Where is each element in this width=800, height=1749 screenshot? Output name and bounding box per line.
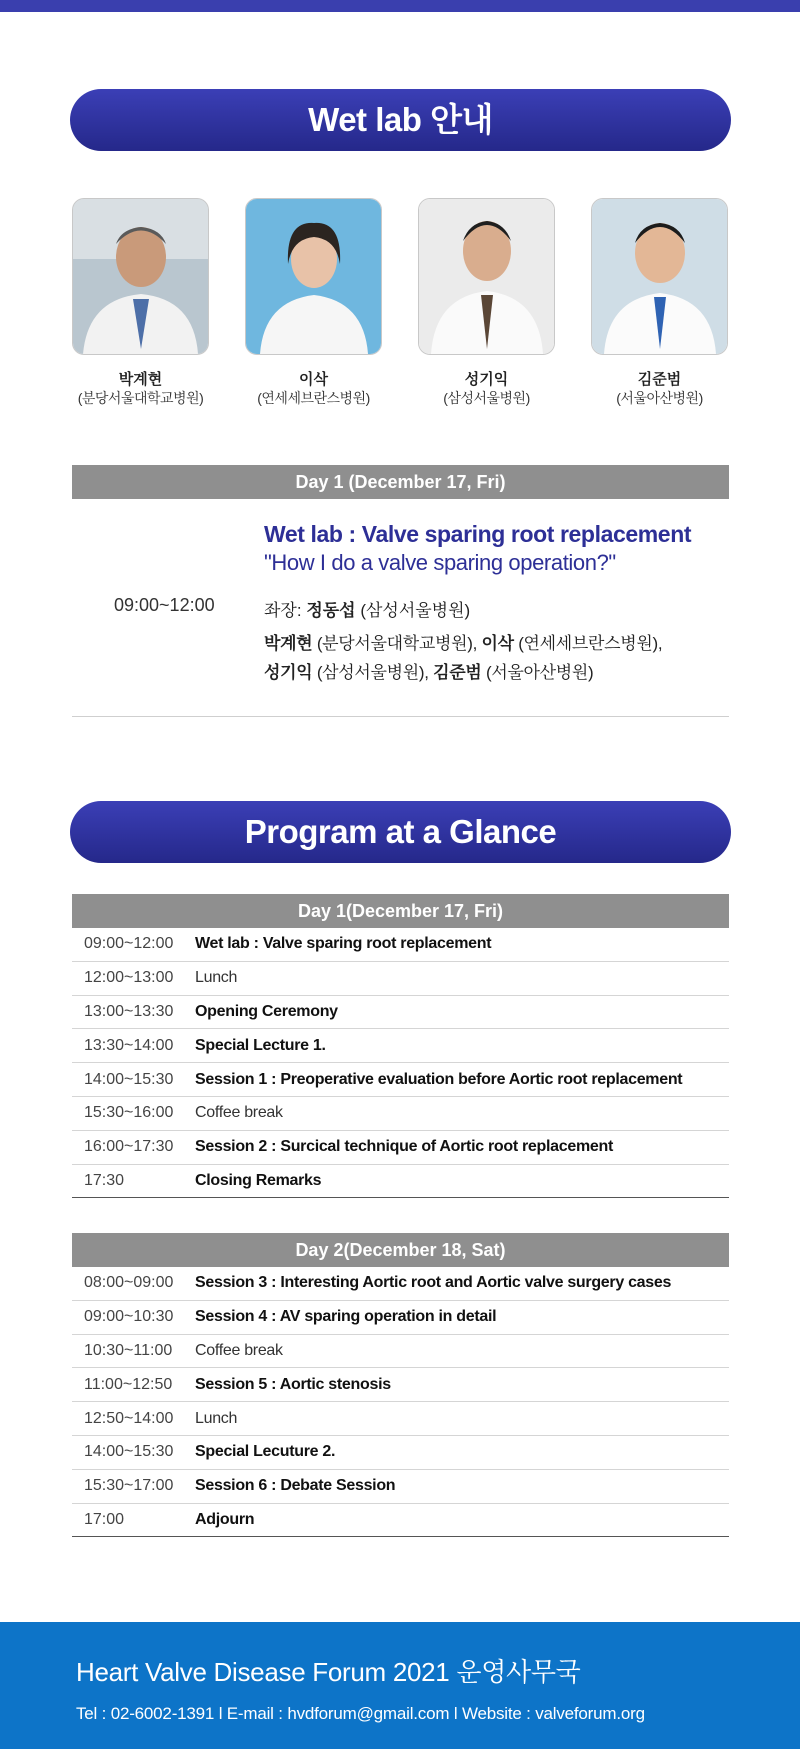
speaker-photo [245, 198, 382, 355]
row-time: 13:00~13:30 [84, 1002, 174, 1020]
row-time: 11:00~12:50 [84, 1375, 173, 1393]
row-title: Session 2 : Surcical technique of Aortic root replacement [195, 1138, 613, 1156]
row-title: Lunch [195, 1409, 238, 1427]
speaker-affiliation: (연세세브란스병원) [257, 390, 370, 406]
row-time: 14:00~15:30 [84, 1070, 174, 1088]
speaker-photo [72, 198, 209, 355]
table-row [72, 1368, 729, 1402]
row-title: Session 3 : Interesting Aortic root and Aortic valve surgery cases [195, 1274, 672, 1292]
speaker-card [72, 198, 209, 407]
panel-affiliation: (분당서울대학교병원), [316, 634, 478, 653]
row-title: Opening Ceremony [195, 1002, 338, 1020]
day1-header: Day 1(December 17, Fri) [72, 894, 729, 928]
table-row [72, 1267, 729, 1301]
wetlab-subtitle: "How I do a valve sparing operation?" [264, 550, 616, 575]
chair-affiliation: (삼성서울병원) [360, 601, 471, 620]
table-row [72, 1097, 729, 1131]
panel-name: 김준범 [433, 663, 482, 682]
row-time: 17:30 [84, 1171, 125, 1189]
wetlab-title: Wet lab : Valve sparing root replacement [264, 521, 692, 547]
speaker-card [418, 198, 555, 407]
row-time: 15:30~17:00 [84, 1477, 174, 1495]
row-time: 08:00~09:00 [84, 1274, 174, 1292]
row-title: Coffee break [195, 1104, 283, 1122]
row-title: Session 6 : Debate Session [195, 1477, 396, 1495]
wetlab-panel [264, 629, 724, 687]
speaker-list [0, 198, 800, 418]
row-time: 09:00~12:00 [84, 935, 174, 953]
table-row [72, 1029, 729, 1063]
table-row [72, 1301, 729, 1335]
row-time: 16:00~17:30 [84, 1138, 174, 1156]
day2-schedule [72, 1233, 729, 1537]
row-title: Session 5 : Aortic stenosis [195, 1375, 391, 1393]
wetlab-chair [264, 599, 724, 623]
speaker-photo [418, 198, 555, 355]
row-time: 12:00~13:00 [84, 969, 174, 987]
wetlab-details [264, 519, 724, 687]
footer-contact: Tel : 02-6002-1391 l E-mail : hvdforum@gmail.com l Website : valveforum.org [76, 1704, 645, 1723]
chair-label: 좌장: [264, 601, 302, 620]
chair-name: 정동섭 [306, 601, 356, 620]
table-row [72, 1063, 729, 1097]
row-title: Closing Remarks [195, 1171, 322, 1189]
table-row [72, 962, 729, 996]
panel-name: 성기익 [264, 663, 313, 682]
row-title: Session 1 : Preoperative evaluation before Aortic root replacement [195, 1070, 683, 1088]
panel-affiliation: (연세세브란스병원), [518, 634, 663, 653]
speaker-photo [591, 198, 728, 355]
wetlab-day-header: Day 1 (December 17, Fri) [72, 465, 729, 499]
table-row [72, 1131, 729, 1165]
speaker-affiliation: (서울아산병원) [616, 390, 703, 406]
speaker-affiliation: (삼성서울병원) [443, 390, 530, 406]
row-time: 14:00~15:30 [84, 1443, 174, 1461]
table-row [72, 1504, 729, 1538]
panel-affiliation: (서울아산병원) [485, 663, 594, 682]
table-row [72, 1335, 729, 1369]
row-title: Coffee break [195, 1341, 283, 1359]
speaker-card [245, 198, 382, 407]
table-row [72, 1436, 729, 1470]
speaker-name: 김준범 [637, 371, 682, 388]
row-title: Session 4 : AV sparing operation in detail [195, 1308, 497, 1326]
row-time: 12:50~14:00 [84, 1409, 174, 1427]
row-title: Wet lab : Valve sparing root replacement [195, 935, 492, 953]
table-row [72, 1402, 729, 1436]
table-row [72, 1165, 729, 1199]
speaker-name: 박계현 [118, 371, 163, 388]
wetlab-session [72, 499, 729, 717]
speaker-affiliation: (분당서울대학교병원) [77, 390, 204, 406]
row-time: 09:00~10:30 [84, 1308, 174, 1326]
wetlab-time: 09:00~12:00 [114, 595, 215, 615]
top-accent-bar [0, 0, 800, 12]
speaker-name: 이삭 [299, 371, 328, 388]
table-row [72, 928, 729, 962]
row-time: 13:30~14:00 [84, 1036, 174, 1054]
table-row [72, 1470, 729, 1504]
row-time: 15:30~16:00 [84, 1104, 174, 1122]
row-time: 17:00 [84, 1510, 125, 1528]
day1-schedule [72, 894, 729, 1198]
footer-title: Heart Valve Disease Forum 2021 운영사무국 [76, 1657, 581, 1687]
wetlab-heading: Wet lab 안내 [70, 89, 731, 151]
panel-name: 박계현 [264, 634, 313, 653]
table-row [72, 996, 729, 1030]
day2-header: Day 2(December 18, Sat) [72, 1233, 729, 1267]
row-title: Adjourn [195, 1510, 255, 1528]
speaker-name: 성기익 [464, 371, 509, 388]
footer [0, 1622, 800, 1749]
program-heading: Program at a Glance [70, 801, 731, 863]
panel-name: 이삭 [481, 634, 514, 653]
row-time: 10:30~11:00 [84, 1341, 173, 1359]
row-title: Special Lecuture 2. [195, 1443, 336, 1461]
speaker-card [591, 198, 728, 407]
row-title: Lunch [195, 969, 238, 987]
panel-affiliation: (삼성서울병원), [316, 663, 429, 682]
row-title: Special Lecture 1. [195, 1036, 326, 1054]
